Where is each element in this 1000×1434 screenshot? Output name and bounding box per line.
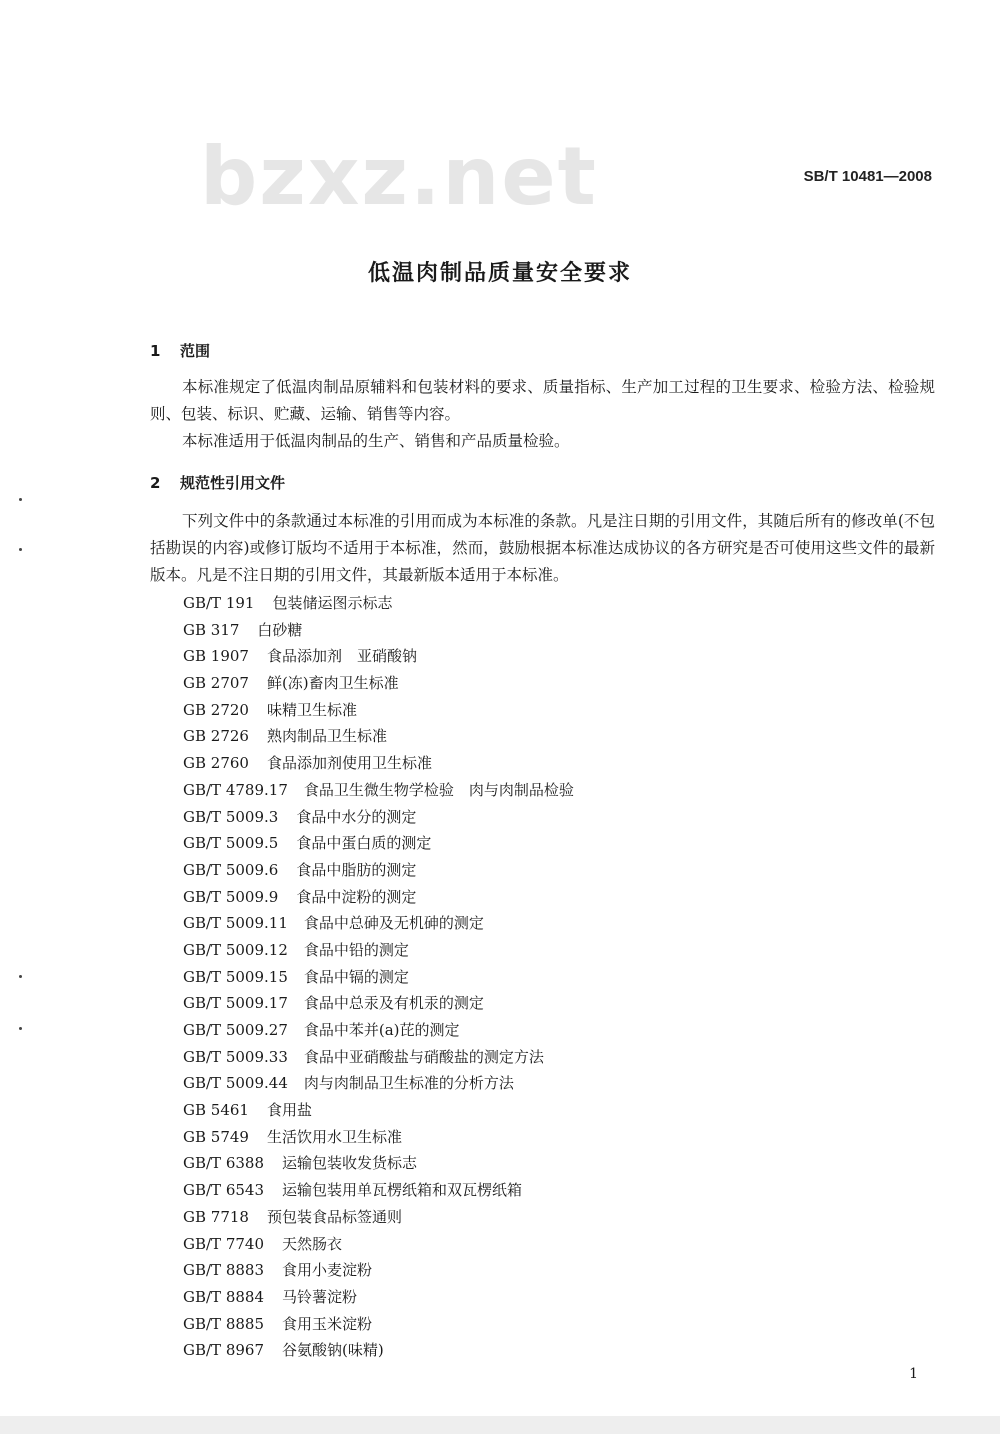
reference-title: 马铃薯淀粉: [282, 1287, 358, 1306]
list-item: [183, 697, 574, 724]
list-item: [183, 1231, 574, 1258]
page-bottom-edge: [0, 1416, 1000, 1434]
list-item: [183, 1177, 574, 1204]
reference-code: GB 7718: [183, 1207, 249, 1226]
reference-title: 食用玉米淀粉: [282, 1314, 373, 1333]
list-item: [183, 723, 574, 750]
reference-title: 生活饮用水卫生标准: [266, 1127, 402, 1146]
reference-title: 食品中亚硝酸盐与硝酸盐的测定方法: [303, 1047, 544, 1066]
reference-code: GB/T 5009.11: [183, 914, 288, 933]
reference-code: GB/T 8885: [183, 1314, 265, 1333]
reference-list: [183, 590, 574, 1364]
reference-code: GB 2707: [183, 674, 249, 693]
list-item: [183, 1337, 574, 1364]
list-item: [183, 670, 574, 697]
list-item: [183, 884, 574, 911]
reference-code: GB 2726: [183, 727, 249, 746]
list-item: [183, 804, 574, 831]
section-number: 1: [150, 342, 161, 360]
list-item: [183, 1284, 574, 1311]
reference-title: 食品中总汞及有机汞的测定: [303, 994, 484, 1013]
references-intro-paragraph: 下列文件中的条款通过本标准的引用而成为本标准的条款。凡是注日期的引用文件，其随后所有的修改单(不包括勘误的内容)或修订版均不适用于本标准，然而，鼓励根据本标准达成协议的各方研究是否可使用这些文件的最新版本。凡是不注日期的引用文件，其最新版本适用于本标准。: [150, 512, 935, 584]
reference-title: 食品中铅的测定: [303, 940, 409, 959]
scan-dot: [19, 1027, 22, 1030]
reference-code: GB/T 8883: [183, 1261, 265, 1280]
reference-title: 食用小麦淀粉: [282, 1261, 373, 1280]
scan-dot: [19, 975, 22, 978]
reference-title: 食品中镉的测定: [303, 967, 409, 986]
reference-code: GB/T 5009.9: [183, 887, 279, 906]
list-item: [183, 830, 574, 857]
list-item: [183, 1124, 574, 1151]
section-heading-text: 规范性引用文件: [180, 474, 286, 492]
reference-code: GB/T 5009.3: [183, 807, 279, 826]
reference-title: 食品中蛋白质的测定: [296, 834, 432, 853]
list-item: [183, 1150, 574, 1177]
scope-paragraph-2: 本标准适用于低温肉制品的生产、销售和产品质量检验。: [182, 432, 570, 450]
list-item: [183, 964, 574, 991]
list-item: [183, 617, 574, 644]
reference-title: 包装储运图示标志: [272, 594, 393, 612]
list-item: [183, 1204, 574, 1231]
list-item: [183, 1311, 574, 1338]
list-item: [183, 777, 574, 804]
standard-code: SB/T 10481—2008: [803, 168, 932, 185]
list-item: [183, 1097, 574, 1124]
page-title: 低温肉制品质量安全要求: [367, 261, 632, 286]
list-item: [183, 590, 574, 617]
reference-title: 鲜(冻)畜肉卫生标准: [266, 674, 399, 693]
reference-code: GB 1907: [183, 647, 249, 666]
section-heading-text: 范围: [180, 342, 211, 360]
reference-title: 食品中苯并(a)芘的测定: [303, 1021, 460, 1039]
reference-code: GB/T 5009.17: [183, 994, 288, 1013]
list-item: [183, 750, 574, 777]
reference-code: GB 317: [183, 620, 240, 639]
reference-title: 运输包装收发货标志: [282, 1154, 418, 1173]
section-number: 2: [150, 474, 161, 492]
reference-code: GB/T 4789.17: [183, 780, 288, 799]
reference-title: 天然肠衣: [282, 1234, 343, 1253]
reference-code: GB/T 5009.15: [183, 967, 288, 986]
reference-code: GB 2720: [183, 700, 249, 719]
list-item: [183, 937, 574, 964]
reference-code: GB 5749: [183, 1127, 249, 1146]
reference-title: 食品中脂肪的测定: [296, 860, 417, 879]
reference-title: 预包装食品标签通则: [266, 1207, 402, 1226]
reference-title: 食用盐: [266, 1101, 312, 1120]
reference-title: 食品中水分的测定: [296, 807, 417, 826]
reference-title: 食品添加剂使用卫生标准: [266, 754, 432, 773]
scope-paragraph-1: 本标准规定了低温肉制品原辅料和包装材料的要求、质量指标、生产加工过程的卫生要求、检验方法、检验规则、包装、标识、贮藏、运输、销售等内容。: [150, 378, 935, 423]
reference-code: GB/T 7740: [183, 1234, 265, 1253]
reference-title: 运输包装用单瓦楞纸箱和双瓦楞纸箱: [282, 1181, 523, 1200]
section-heading-normative-references: [150, 472, 285, 493]
reference-code: GB/T 5009.44: [183, 1074, 288, 1093]
reference-code: GB 5461: [183, 1101, 249, 1120]
list-item: [183, 910, 574, 937]
list-item: [183, 857, 574, 884]
reference-code: GB/T 8967: [183, 1341, 265, 1360]
reference-title: 食品添加剂 亚硝酸钠: [266, 647, 417, 666]
reference-title: 谷氨酸钠(味精): [282, 1341, 384, 1360]
reference-title: 食品中总砷及无机砷的测定: [303, 914, 484, 933]
list-item: [183, 643, 574, 670]
reference-code: GB/T 5009.12: [183, 940, 288, 959]
watermark-text: bzxz.net: [200, 130, 598, 223]
reference-code: GB/T 5009.27: [183, 1021, 288, 1039]
list-item: [183, 1070, 574, 1097]
scan-dot: [19, 548, 22, 551]
reference-title: 食品中淀粉的测定: [296, 887, 417, 906]
reference-code: GB/T 5009.6: [183, 860, 279, 879]
reference-code: GB/T 6388: [183, 1154, 265, 1173]
list-item: [183, 990, 574, 1017]
list-item: [183, 1257, 574, 1284]
reference-title: 白砂糖: [257, 620, 303, 639]
reference-code: GB/T 5009.33: [183, 1047, 288, 1066]
reference-code: GB 2760: [183, 754, 249, 773]
page-number: 1: [909, 1366, 918, 1382]
list-item: [183, 1044, 574, 1071]
reference-title: 熟肉制品卫生标准: [266, 727, 387, 746]
reference-code: GB/T 6543: [183, 1181, 265, 1200]
reference-title: 肉与肉制品卫生标准的分析方法: [303, 1074, 514, 1093]
reference-code: GB/T 191: [183, 594, 255, 612]
scan-dot: [19, 498, 22, 501]
reference-code: GB/T 5009.5: [183, 834, 279, 853]
reference-title: 食品卫生微生物学检验 肉与肉制品检验: [303, 780, 574, 799]
list-item: [183, 1017, 574, 1044]
reference-title: 味精卫生标准: [266, 700, 357, 719]
section-heading-scope: [150, 340, 210, 361]
reference-code: GB/T 8884: [183, 1287, 265, 1306]
